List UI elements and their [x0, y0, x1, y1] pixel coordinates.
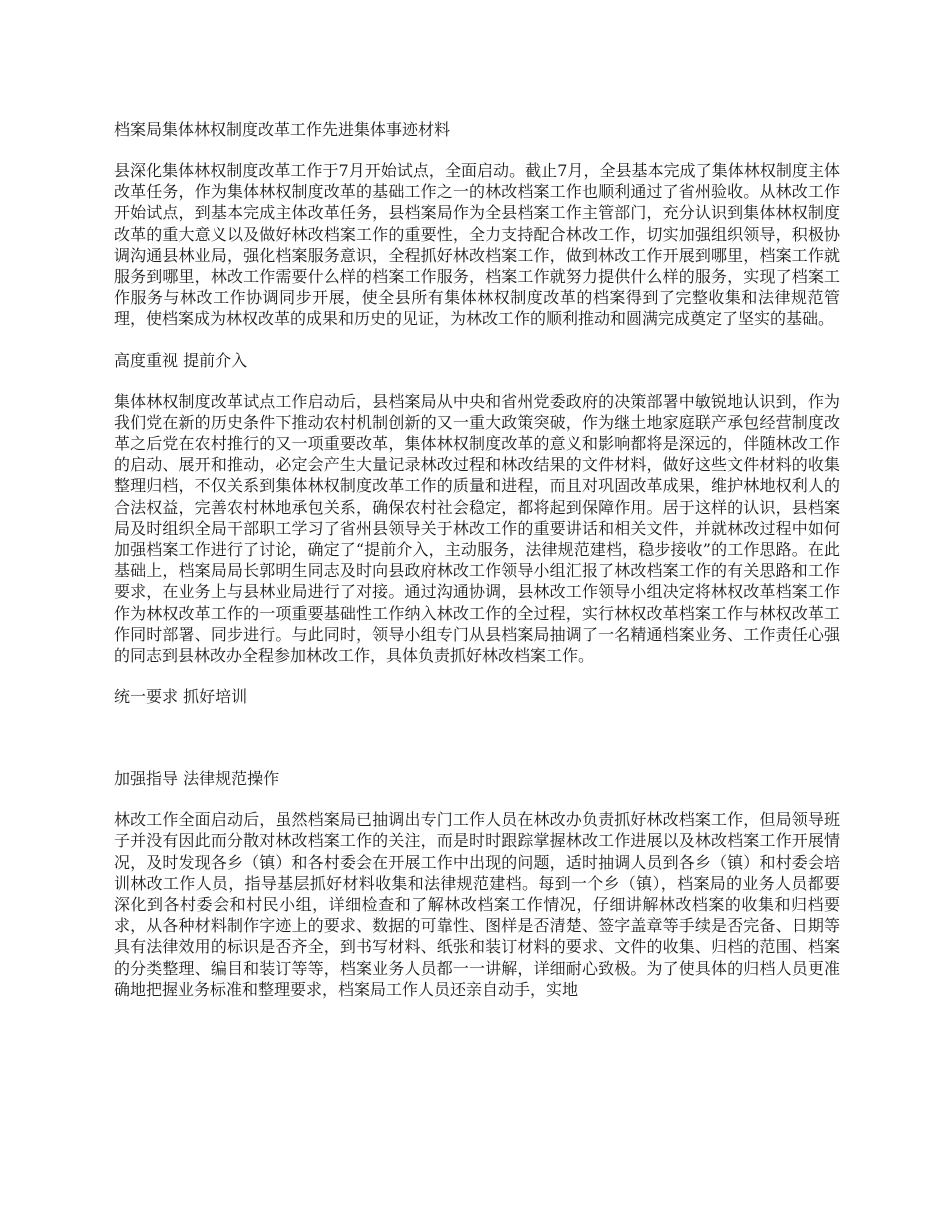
section-heading-attention: 高度重视 提前介入	[114, 350, 248, 370]
section-body-guidance: 林改工作全面启动后，虽然档案局已抽调出专门工作人员在林改办负责抓好林改档案工作，但局领导班子并没有因此而分散对林改档案工作的关注，而是时时跟踪掌握林改工作进展以及林改档案工作开展情况，及时发现各乡（镇）和各村委会在开展工作中出现的问题，适时抽调人员到各乡（镇）和村委会培训林改工作人员，指导基层抓好材料收集和法律规范建档。每到一个乡（镇），档案局的业务人员都要深化到各村委会和村民小组，详细检查和了解林改档案工作情况，仔细讲解林改档案的收集和归档要求，从各种材料制作字迹上的要求、数据的可靠性、图样是否清楚、签字盖章等手续是否完备、日期等具有法律效用的标识是否齐全，到书写材料、纸张和装订材料的要求、文件的收集、归档的范围、档案的分类整理、编目和装订等等，档案业务人员都一一讲解，详细耐心致极。为了使具体的归档人员更准确地把握业务标准和整理要求，档案局工作人员还亲自动手，实地	[114, 810, 840, 999]
document-title: 档案局集体林权制度改革工作先进集体事迹材料	[114, 120, 451, 139]
document-page	[114, 118, 840, 1019]
blank-space	[114, 727, 840, 767]
section-heading-guidance: 加强指导 法律规范操作	[114, 769, 280, 789]
section-heading-training: 统一要求 抓好培训	[114, 687, 248, 707]
section-body-attention: 集体林权制度改革试点工作启动后，县档案局从中央和省州党委政府的决策部署中敏锐地认识到，作为我们党在新的历史条件下推动农村机制创新的又一重大政策突破，作为继土地家庭联产承包经营制度改革之后党在农村推行的又一项重要改革，集体林权制度改革的意义和影响都将是深远的，伴随林改工作的启动、展开和推动，必定会产生大量记录林改过程和林改结果的文件材料，做好这些文件材料的收集整理归档，不仅关系到集体林权制度改革工作的质量和进程，而且对巩固改革成果，维护林地权利人的合法权益，完善农村林地承包关系，确保农村社会稳定，都将起到保障作用。居于这样的认识，县档案局及时组织全局干部职工学习了省州县领导关于林改工作的重要讲话和相关文件，并就林改过程中如何加强档案工作进行了讨论，确定了“提前介入，主动服务，法律规范建档，稳步接收”的工作思路。在此基础上，档案局局长郭明生同志及时向县政府林改工作领导小组汇报了林改档案工作的有关思路和工作要求，在业务上与县林业局进行了对接。通过沟通协调，县林改工作领导小组决定将林权改革档案工作作为林权改革工作的一项重要基础性工作纳入林改工作的全过程，实行林权改革档案工作与林权改革工作同时部署、同步进行。与此同时，领导小组专门从县档案局抽调了一名精通档案业务、工作责任心强的同志到县林改办全程参加林改工作，具体负责抓好林改档案工作。	[114, 391, 840, 666]
intro-paragraph: 县深化集体林权制度改革工作于7月开始试点，全面启动。截止7月，全县基本完成了集体林权制度主体改革任务，作为集体林权制度改革的基础工作之一的林改档案工作也顺利通过了省州验收。从林改工作开始试点，到基本完成主体改革任务，县档案局作为全县档案工作主管部门，充分认识到集体林权制度改革的重大意义以及做好林改档案工作的重要性，全力支持配合林改工作，切实加强组织领导，积极协调沟通县林业局，强化档案服务意识，全程抓好林改档案工作，做到林改工作开展到哪里，档案工作就服务到哪里，林改工作需要什么样的档案工作服务，档案工作就努力提供什么样的服务，实现了档案工作服务与林改工作协调同步开展，使全县所有集体林权制度改革的档案得到了完整收集和法律规范管理，使档案成为林权改革的成果和历史的见证，为林改工作的顺利推动和圆满完成奠定了坚实的基础。	[114, 161, 840, 329]
